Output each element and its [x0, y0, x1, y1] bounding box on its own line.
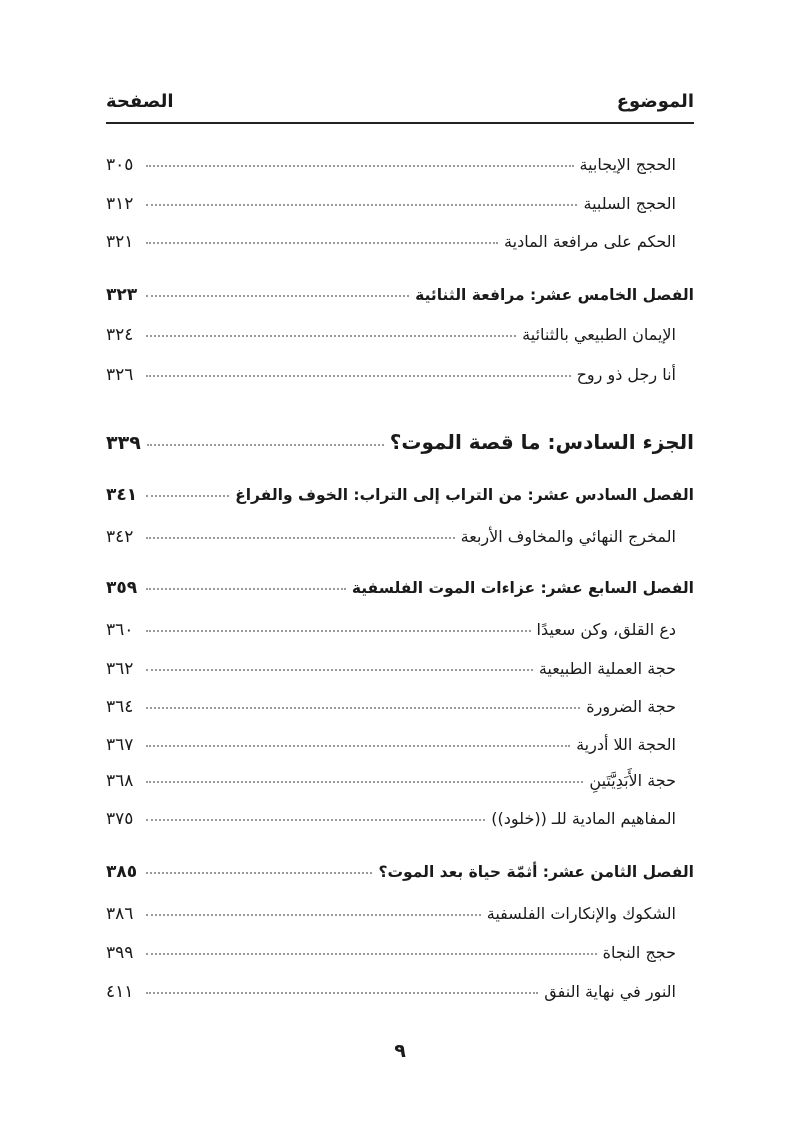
- toc-entry-title: الفصل السادس عشر: من التراب إلى التراب: الخوف والفراغ: [235, 486, 694, 504]
- dot-leader: [146, 242, 498, 244]
- dot-leader: [146, 707, 580, 709]
- page-number: ٩: [394, 1040, 406, 1062]
- toc-entry-title: حجة العملية الطبيعية: [538, 659, 676, 678]
- dot-leader: [146, 914, 481, 916]
- toc-entry: [106, 982, 694, 1002]
- toc-entry-page: ٣٤٢: [106, 527, 134, 547]
- toc-entry-page: ٣٦٧: [106, 735, 134, 755]
- toc-entry-title: أنا رجل ذو روح: [576, 365, 676, 384]
- dot-leader: [146, 992, 538, 994]
- toc-entry-page: ٣٢٤: [106, 325, 134, 345]
- toc-entry-page: ٣٢١: [106, 232, 134, 252]
- toc-entry-page: ٣٦٤: [106, 697, 134, 717]
- dot-leader: [146, 953, 597, 955]
- toc-entry-title: النور في نهاية النفق: [544, 982, 676, 1001]
- dot-leader: [146, 495, 229, 497]
- toc-entry-page: ٣٤١: [106, 485, 138, 505]
- dot-leader: [146, 204, 577, 206]
- toc-entry-title: الفصل الثامن عشر: أثمّة حياة بعد الموت؟: [378, 863, 694, 881]
- toc-entry: [106, 771, 694, 791]
- toc-entry-page: ٣٧٥: [106, 809, 134, 829]
- toc-entry-title: المفاهيم المادية للـ ((خلود)): [491, 809, 676, 828]
- toc-chapter-entry: [106, 485, 694, 505]
- toc-entry-page: ٣٢٦: [106, 365, 134, 385]
- dot-leader: [146, 745, 570, 747]
- toc-entry-page: ٣٦٠: [106, 620, 134, 640]
- dot-leader: [146, 165, 574, 167]
- toc-part-entry: [106, 430, 694, 454]
- dot-leader: [146, 335, 516, 337]
- toc-entry: [106, 155, 694, 175]
- toc-entry-page: ٣٦٨: [106, 771, 134, 791]
- toc-entry-title: المخرج النهائي والمخاوف الأربعة: [460, 527, 676, 546]
- dot-leader: [146, 588, 346, 590]
- toc-entry-title: الفصل السابع عشر: عزاءات الموت الفلسفية: [351, 579, 694, 597]
- toc-entry-page: ٣٨٦: [106, 904, 134, 924]
- toc-entry: [106, 659, 694, 679]
- toc-entry: [106, 232, 694, 252]
- header-divider: [106, 122, 694, 124]
- toc-entry-page: ٣٥٩: [106, 578, 138, 598]
- toc-entry-page: ٣٠٥: [106, 155, 134, 175]
- toc-entry: [106, 943, 694, 963]
- toc-entry-page: ٤١١: [106, 982, 134, 1002]
- toc-entry-page: ٣٣٩: [106, 432, 141, 454]
- toc-chapter-entry: [106, 862, 694, 882]
- toc-entry: [106, 904, 694, 924]
- topic-column-label: الموضوع: [616, 90, 694, 112]
- toc-entry-title: دع القلق، وكن سعيدًا: [536, 620, 676, 639]
- toc-entry: [106, 365, 694, 385]
- toc-entry-title: الحجج السلبية: [583, 194, 676, 213]
- toc-entry: [106, 620, 694, 640]
- toc-header: [106, 86, 694, 116]
- page-column-label: الصفحة: [106, 90, 174, 112]
- toc-entry-title: حجج النجاة: [602, 943, 676, 962]
- toc-entry-page: ٣٦٢: [106, 659, 134, 679]
- toc-entry-title: الإيمان الطبيعي بالثنائية: [522, 325, 676, 344]
- toc-entry-page: ٣٢٣: [106, 285, 138, 305]
- toc-entry: [106, 527, 694, 547]
- toc-entry-title: الحكم على مرافعة المادية: [504, 232, 676, 251]
- dot-leader: [146, 630, 531, 632]
- toc-entry-title: حجة الضرورة: [586, 697, 676, 716]
- dot-leader: [146, 872, 372, 874]
- dot-leader: [146, 375, 571, 377]
- toc-entry: [106, 809, 694, 829]
- toc-entry-page: ٣١٢: [106, 194, 134, 214]
- toc-entry: [106, 735, 694, 755]
- dot-leader: [146, 669, 533, 671]
- toc-entry-title: الحجج الإيجابية: [579, 155, 676, 174]
- toc-entry: [106, 325, 694, 345]
- toc-entry-title: حجة الأَبَدِيَّتَينِ: [589, 771, 676, 790]
- toc-entry: [106, 194, 694, 214]
- toc-entry-title: الشكوك والإنكارات الفلسفية: [486, 904, 676, 923]
- dot-leader: [147, 444, 384, 446]
- toc-chapter-entry: [106, 285, 694, 305]
- dot-leader: [146, 537, 455, 539]
- toc-entry-title: الجزء السادس: ما قصة الموت؟: [389, 430, 694, 454]
- toc-entry-page: ٣٨٥: [106, 862, 138, 882]
- dot-leader: [146, 295, 409, 297]
- toc-chapter-entry: [106, 578, 694, 598]
- dot-leader: [146, 819, 485, 821]
- toc-entry-title: الحجة اللا أدرية: [576, 735, 676, 754]
- toc-entry-page: ٣٩٩: [106, 943, 134, 963]
- toc-entry: [106, 697, 694, 717]
- dot-leader: [146, 781, 583, 783]
- toc-entry-title: الفصل الخامس عشر: مرافعة الثنائية: [415, 286, 694, 304]
